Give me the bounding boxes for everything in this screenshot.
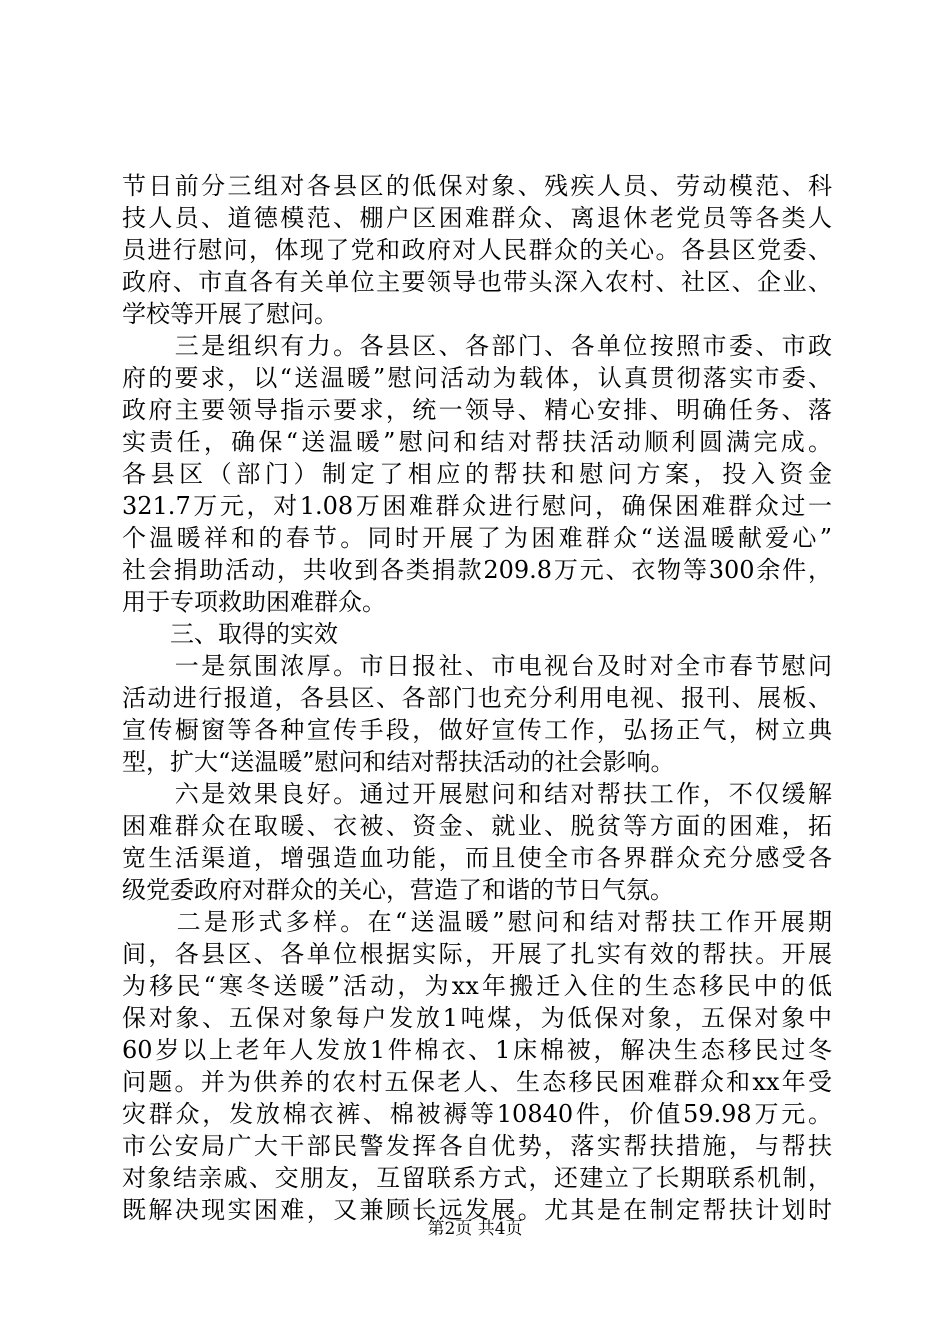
text-line: 间，各县区、各单位根据实际，开展了扎实有效的帮扶。开展 [122, 940, 832, 968]
text-line: 三、取得的实效 [122, 620, 338, 648]
text-line: 321.7万元，对1.08万困难群众进行慰问，确保困难群众过一 [122, 492, 832, 520]
text-line: 对象结亲戚、交朋友，互留联系方式，还建立了长期联系机制， [122, 1164, 832, 1192]
text-line: 宽生活渠道，增强造血功能，而且使全市各界群众充分感受各 [122, 844, 832, 872]
text-line: 各县区（部门）制定了相应的帮扶和慰问方案，投入资金 [122, 460, 832, 488]
text-line: 60岁以上老年人发放1件棉衣、1床棉被，解决生态移民过冬 [122, 1036, 832, 1064]
text-line: 三是组织有力。各县区、各部门、各单位按照市委、市政 [122, 332, 832, 360]
text-line: 一是氛围浓厚。市日报社、市电视台及时对全市春节慰问 [122, 652, 832, 680]
text-line: 社会捐助活动，共收到各类捐款209.8万元、衣物等300余件， [122, 556, 832, 584]
text-line: 府的要求，以“送温暖”慰问活动为载体，认真贯彻落实市委、 [122, 364, 832, 392]
text-line: 市公安局广大干部民警发挥各自优势，落实帮扶措施，与帮扶 [122, 1132, 832, 1160]
text-line: 宣传橱窗等各种宣传手段，做好宣传工作，弘扬正气，树立典 [122, 716, 832, 744]
text-line: 为移民“寒冬送暖”活动，为xx年搬迁入住的生态移民中的低 [122, 972, 832, 1000]
text-line: 政府主要领导指示要求，统一领导、精心安排、明确任务、落 [122, 396, 832, 424]
text-line: 困难群众在取暖、衣被、资金、就业、脱贫等方面的困难，拓 [122, 812, 832, 840]
text-line: 员进行慰问，体现了党和政府对人民群众的关心。各县区党委、 [122, 236, 832, 264]
text-line: 活动进行报道，各县区、各部门也充分利用电视、报刊、展板、 [122, 684, 832, 712]
text-line: 既解决现实困难，又兼顾长远发展。尤其是在制定帮扶计划时 [122, 1196, 832, 1224]
text-line: 用于专项救助困难群众。 [122, 588, 386, 616]
document-body [122, 170, 832, 1226]
text-line: 型，扩大“送温暖”慰问和结对帮扶活动的社会影响。 [122, 748, 675, 776]
text-line: 问题。并为供养的农村五保老人、生态移民困难群众和xx年受 [122, 1068, 832, 1096]
text-line: 实责任，确保“送温暖”慰问和结对帮扶活动顺利圆满完成。 [122, 428, 832, 456]
text-line: 个温暖祥和的春节。同时开展了为困难群众“送温暖献爱心” [122, 524, 832, 552]
text-line: 灾群众，发放棉衣裤、棉被褥等10840件，价值59.98万元。 [122, 1100, 832, 1128]
text-line: 保对象、五保对象每户发放1吨煤，为低保对象，五保对象中 [122, 1004, 832, 1032]
text-line: 二是形式多样。在“送温暖”慰问和结对帮扶工作开展期 [122, 908, 832, 936]
text-line: 六是效果良好。通过开展慰问和结对帮扶工作，不仅缓解 [122, 780, 832, 808]
text-line: 政府、市直各有关单位主要领导也带头深入农村、社区、企业、 [122, 268, 832, 296]
text-line: 技人员、道德模范、棚户区困难群众、离退休老党员等各类人 [122, 204, 832, 232]
page-footer: 第2页 共4页 [427, 1219, 523, 1239]
text-line: 级党委政府对群众的关心，营造了和谐的节日气氛。 [122, 876, 674, 904]
text-line: 节日前分三组对各县区的低保对象、残疾人员、劳动模范、科 [122, 172, 832, 200]
text-line: 学校等开展了慰问。 [122, 300, 338, 328]
